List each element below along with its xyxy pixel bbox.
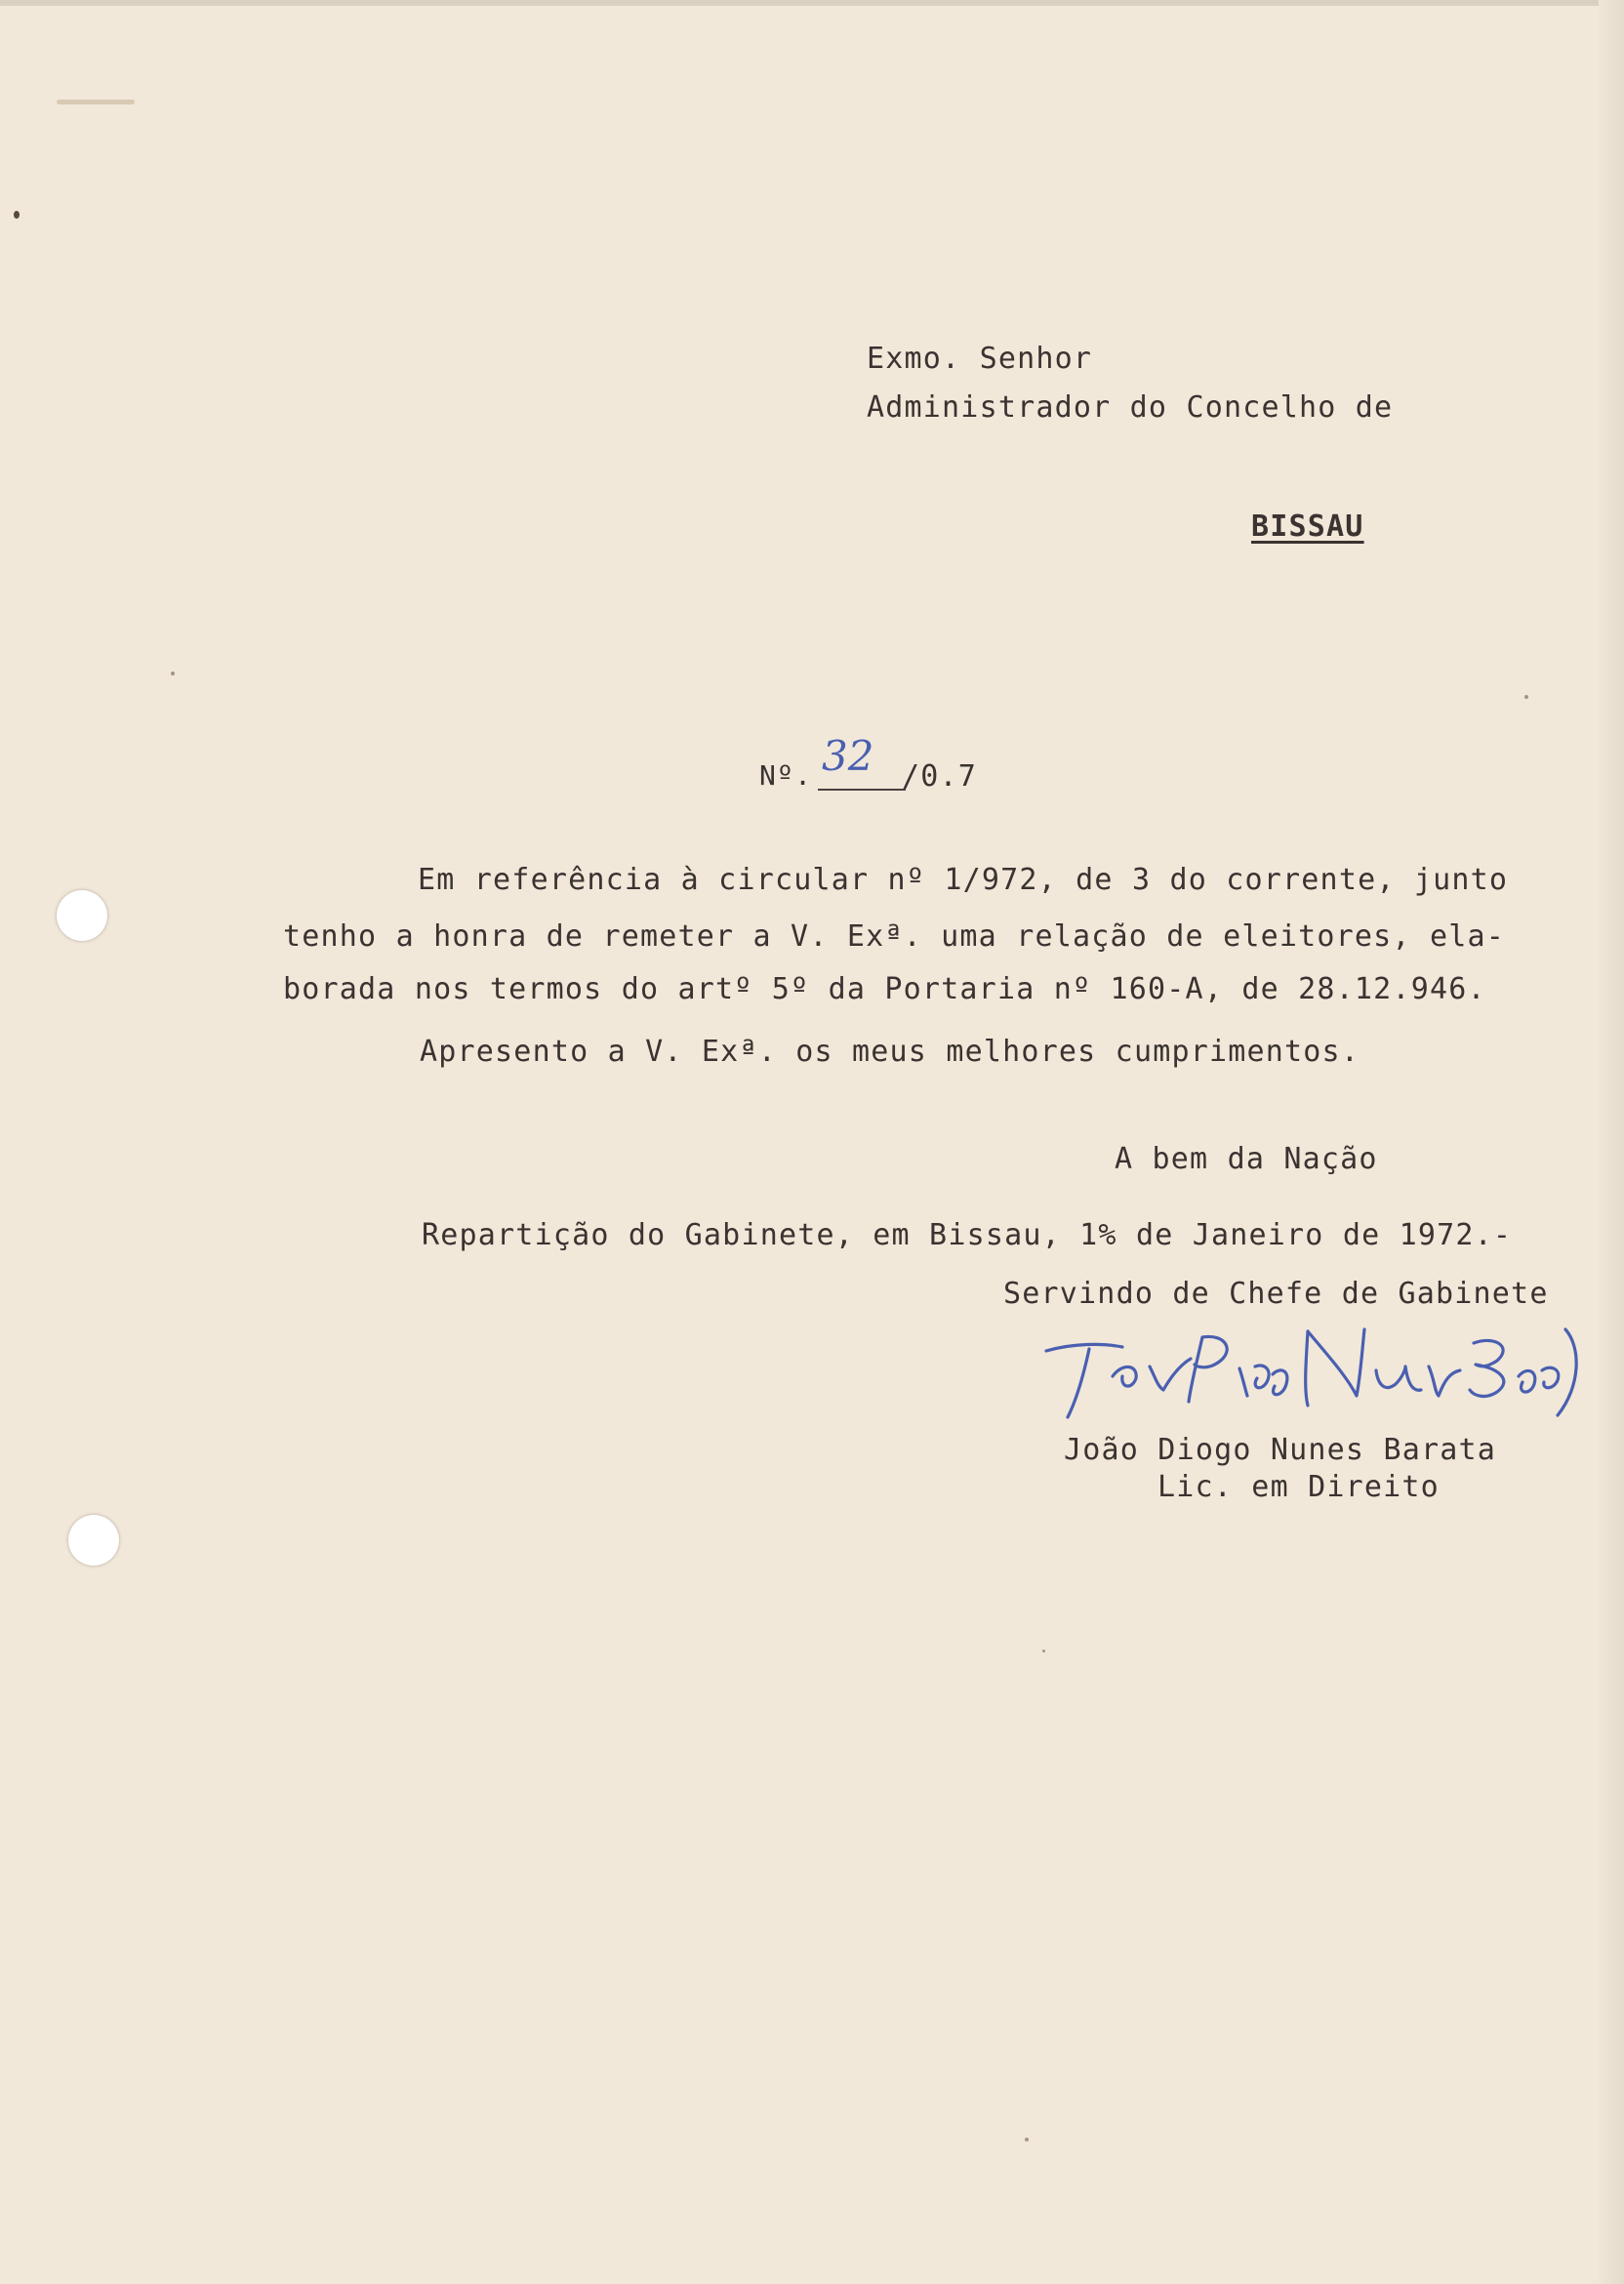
reference-prefix: Nº. (759, 759, 813, 792)
reference-handwritten-number: 32 (822, 732, 874, 780)
closing-place-date: Repartição do Gabinete, em Bissau, 1% de Janeiro de 1972.- (422, 1218, 1513, 1252)
signatory-name: João Diogo Nunes Barata (1064, 1433, 1497, 1467)
body-line-2: tenho a honra de remeter a V. Exª. uma relação de eleitores, ela- (283, 919, 1505, 954)
closing-role: Servindo de Chefe de Gabinete (1003, 1277, 1549, 1311)
addressee-salutation: Exmo. Senhor (867, 342, 1093, 376)
body-line-3: borada nos termos do artº 5º da Portaria nº 160-A, de 28.12.946. (283, 972, 1486, 1006)
paper-right-edge (1599, 0, 1624, 2284)
body-line-1: Em referência à circular nº 1/972, de 3 do corrente, junto (418, 863, 1509, 897)
body-line-4: Apresento a V. Exª. os meus melhores cumprimentos. (420, 1035, 1360, 1069)
paper-speck (1042, 1650, 1045, 1652)
signatory-degree: Lic. em Direito (1157, 1470, 1440, 1504)
paper-top-edge (0, 0, 1624, 6)
addressee-place: BISSAU (1251, 510, 1364, 544)
reference-number-underline (818, 789, 906, 791)
paper-speck (57, 100, 135, 104)
addressee-title: Administrador do Concelho de (867, 390, 1394, 425)
reference-suffix: /0.7 (902, 759, 978, 794)
paper-speck (14, 211, 20, 219)
punch-hole-upper (57, 890, 107, 941)
paper-speck (171, 672, 175, 675)
handwritten-signature (1035, 1308, 1581, 1425)
paper-speck (1025, 2138, 1029, 2141)
closing-motto: A bem da Nação (1115, 1142, 1378, 1176)
paper-speck (1524, 695, 1528, 699)
punch-hole-lower (68, 1515, 119, 1566)
